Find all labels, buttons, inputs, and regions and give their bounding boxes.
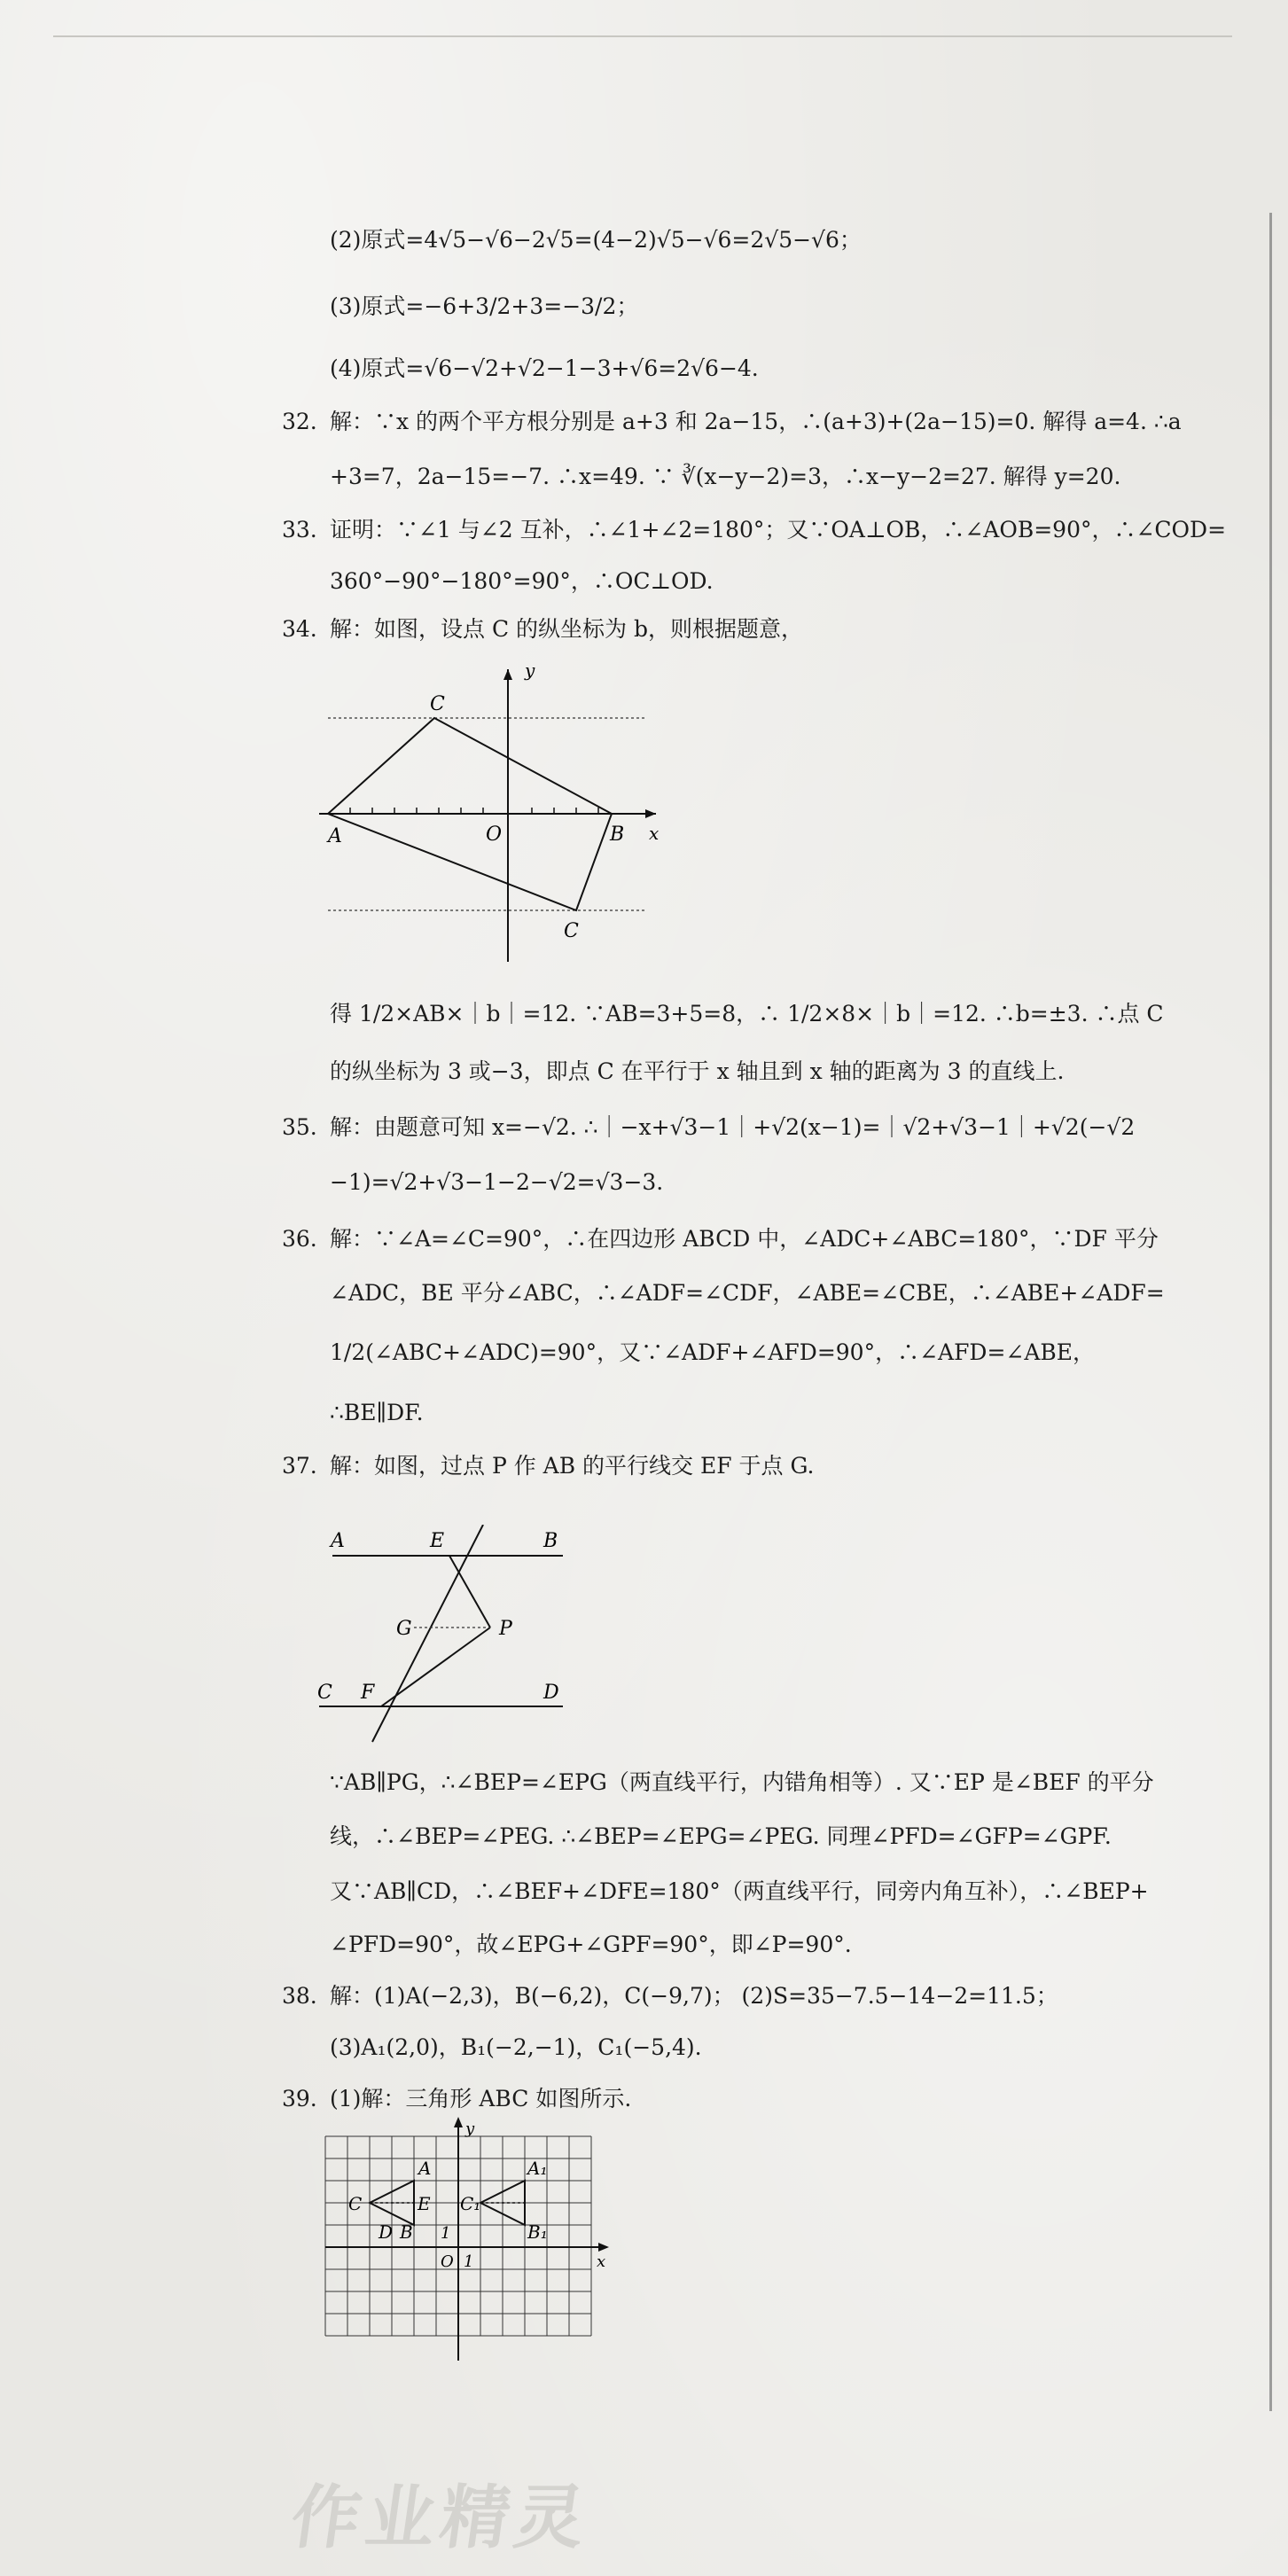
fig34-label-b: B xyxy=(610,824,625,846)
answer-31-3: (3)原式=−6+3/2+3=−3/2； xyxy=(330,293,639,319)
fig34-label-c-bottom: C xyxy=(564,920,579,942)
question-number-38: 38. xyxy=(282,1983,317,2009)
question-number-32: 32. xyxy=(282,409,317,434)
fig37-label-g: G xyxy=(396,1618,412,1640)
question-number-33: 33. xyxy=(282,517,317,543)
answer-36-line2: ∠ADC，BE 平分∠ABC，∴∠ADF=∠CDF，∠ABE=∠CBE，∴∠ABE+∠ADF= xyxy=(330,1280,1165,1306)
parallel-lines-figure-37 xyxy=(315,1525,581,1755)
answer-39-line1: (1)解：三角形 ABC 如图所示. xyxy=(330,2086,632,2112)
fig37-label-e: E xyxy=(430,1530,445,1552)
fig39-label-d: D xyxy=(379,2221,394,2243)
fig39-label-b1: B₁ xyxy=(527,2221,548,2243)
fig39-label-c1: C₁ xyxy=(460,2193,481,2214)
answer-33-line2: 360°−90°−180°=90°，∴OC⊥OD. xyxy=(330,568,714,594)
fig34-label-o: O xyxy=(486,824,503,846)
fig39-tick-x1: 1 xyxy=(464,2252,474,2271)
answer-37-line2: ∵AB∥PG，∴∠BEP=∠EPG（两直线平行，内错角相等）. 又∵EP 是∠BEF 的平分 xyxy=(330,1769,1154,1795)
answer-34-line2: 得 1/2×AB×｜b｜=12. ∵AB=3+5=8，∴ 1/2×8×｜b｜=12. ∴b=±3. ∴点 C xyxy=(330,1001,1164,1026)
fig34-label-y: y xyxy=(525,660,535,681)
question-number-35: 35. xyxy=(282,1114,317,1140)
answer-34-intro: 解：如图，设点 C 的纵坐标为 b，则根据题意， xyxy=(330,616,803,642)
fig39-label-y: y xyxy=(465,2119,475,2138)
answer-37-intro: 解：如图，过点 P 作 AB 的平行线交 EF 于点 G. xyxy=(330,1453,815,1479)
fig39-label-c: C xyxy=(348,2193,363,2214)
question-number-34: 34. xyxy=(282,616,317,642)
answer-32-line2: +3=7，2a−15=−7. ∴x=49. ∵ ∛(x−y−2)=3，∴x−y−2=27. 解得 y=20. xyxy=(330,464,1121,489)
question-number-37: 37. xyxy=(282,1453,317,1479)
question-number-36: 36. xyxy=(282,1226,317,1252)
answer-37-line4: 又∵AB∥CD，∴∠BEF+∠DFE=180°（两直线平行，同旁内角互补），∴∠BEP+ xyxy=(330,1878,1149,1904)
fig39-label-e: E xyxy=(418,2193,431,2214)
fig39-tick-y1: 1 xyxy=(441,2224,451,2243)
grid-figure-39 xyxy=(315,2114,616,2367)
fig37-label-d: D xyxy=(543,1682,559,1704)
answer-37-line5: ∠PFD=90°，故∠EPG+∠GPF=90°，即∠P=90°. xyxy=(330,1932,852,1957)
top-divider xyxy=(53,35,1232,37)
fig34-label-c-top: C xyxy=(430,693,445,715)
answer-35-line2: −1)=√2+√3−1−2−√2=√3−3. xyxy=(330,1169,664,1195)
fig39-label-a1: A₁ xyxy=(527,2158,548,2179)
answer-36-line4: ∴BE∥DF. xyxy=(330,1400,424,1425)
fig37-label-a: A xyxy=(331,1530,345,1552)
fig37-label-b: B xyxy=(543,1530,558,1552)
fig37-label-f: F xyxy=(361,1682,375,1704)
fig37-label-p: P xyxy=(499,1618,512,1640)
question-number-39: 39. xyxy=(282,2086,317,2112)
answer-31-2: (2)原式=4√5−√6−2√5=(4−2)√5−√6=2√5−√6； xyxy=(330,227,862,253)
answer-37-line3: 线，∴∠BEP=∠PEG. ∴∠BEP=∠EPG=∠PEG. 同理∠PFD=∠GFP=∠GPF. xyxy=(330,1823,1112,1849)
fig37-label-c: C xyxy=(317,1682,332,1704)
coordinate-figure-34 xyxy=(319,652,674,971)
answer-31-4: (4)原式=√6−√2+√2−1−3+√6=2√6−4. xyxy=(330,355,759,381)
answer-35-line1: 解：由题意可知 x=−√2. ∴｜−x+√3−1｜+√2(x−1)=｜√2+√3−1｜+√2(−√2 xyxy=(330,1114,1136,1140)
answer-32-line1: 解：∵x 的两个平方根分别是 a+3 和 2a−15，∴(a+3)+(2a−15)=0. 解得 a=4. ∴a xyxy=(330,409,1182,434)
watermark: 作业精灵 xyxy=(285,2478,596,2558)
answer-36-line3: 1/2(∠ABC+∠ADC)=90°，又∵∠ADF+∠AFD=90°，∴∠AFD=∠ABE， xyxy=(330,1339,1096,1365)
right-margin-rule xyxy=(1269,213,1272,2411)
fig39-label-o: O xyxy=(441,2252,454,2271)
fig39-label-a: A xyxy=(418,2158,432,2179)
answer-38-line1: 解：(1)A(−2,3)，B(−6,2)，C(−9,7)； (2)S=35−7.5−14−2=11.5； xyxy=(330,1983,1058,2009)
fig34-label-a: A xyxy=(328,825,342,847)
fig39-label-b: B xyxy=(400,2221,413,2243)
fig39-label-x: x xyxy=(597,2252,606,2271)
answer-38-line2: (3)A₁(2,0)，B₁(−2,−1)，C₁(−5,4). xyxy=(330,2034,702,2060)
answer-34-line3: 的纵坐标为 3 或−3，即点 C 在平行于 x 轴且到 x 轴的距离为 3 的直线上. xyxy=(330,1058,1065,1084)
answer-33-line1: 证明：∵∠1 与∠2 互补，∴∠1+∠2=180°；又∵OA⊥OB，∴∠AOB=90°，∴∠COD= xyxy=(330,517,1227,543)
answer-36-line1: 解：∵∠A=∠C=90°，∴在四边形 ABCD 中，∠ADC+∠ABC=180°，∵DF 平分 xyxy=(330,1226,1159,1252)
fig34-label-x: x xyxy=(649,823,660,844)
